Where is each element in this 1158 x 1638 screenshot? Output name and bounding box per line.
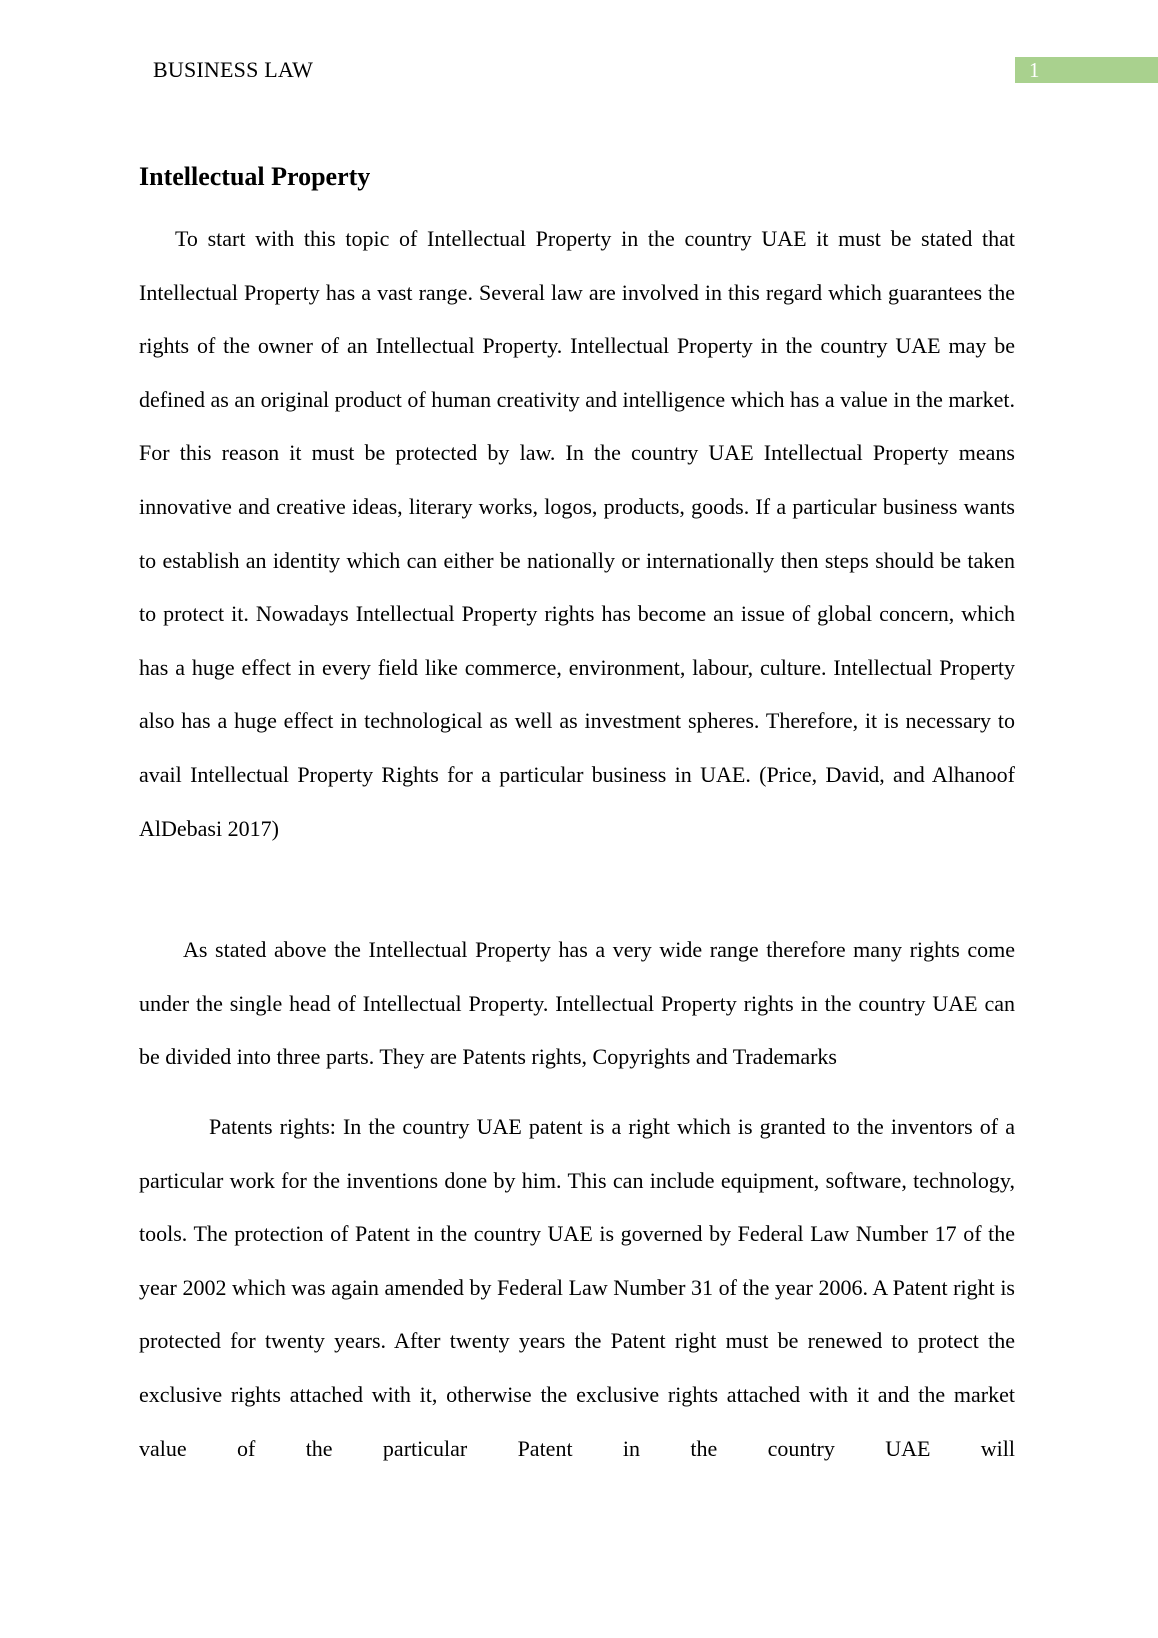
page-number-badge [1015, 57, 1158, 83]
body-paragraph: As stated above the Intellectual Property has a very wide range therefore many rights come under the single head of Intellectual Property. Intellectual Property rights in the country UAE can be divided into three parts. They are Patents rights, Copyrights and Trademarks [139, 937, 1015, 1070]
running-header-title: BUSINESS LAW [153, 57, 314, 82]
body-paragraph: To start with this topic of Intellectual Property in the country UAE it must be stated that Intellectual Property has a vast range. Several law are involved in this regard which guarantees the rights of the owner of an Intellectual Property. Intellectual Property in the country UAE may be defined as an original product of human creativity and intelligence which has a value in the market. For this reason it must be protected by law. In the country UAE Intellectual Property means innovative and creative ideas, literary works, logos, products, goods. If a particular business wants to establish an identity which can either be nationally or internationally then steps should be taken to protect it. Nowadays Intellectual Property rights has become an issue of global concern, which has a huge effect in every field like commerce, environment, labour, culture. Intellectual Property also has a huge effect in technological as well as investment spheres. Therefore, it is necessary to avail Intellectual Property Rights for a particular business in UAE. (Price, David, and Alhanoof AlDebasi 2017) [139, 226, 1015, 841]
body-paragraph: Patents rights: In the country UAE patent is a right which is granted to the inventors of a particular work for the inventions done by him. This can include equipment, software, technology, tools. The protection of Patent in the country UAE is governed by Federal Law Number 17 of the year 2002 which was again amended by Federal Law Number 31 of the year 2006. A Patent right is protected for twenty years. After twenty years the Patent right must be renewed to protect the exclusive rights attached with it, otherwise the exclusive rights attached with it and the market value of the particular Patent in the country UAE will [139, 1114, 1015, 1461]
section-heading: Intellectual Property [139, 162, 371, 191]
page-number: 1 [1029, 58, 1040, 82]
